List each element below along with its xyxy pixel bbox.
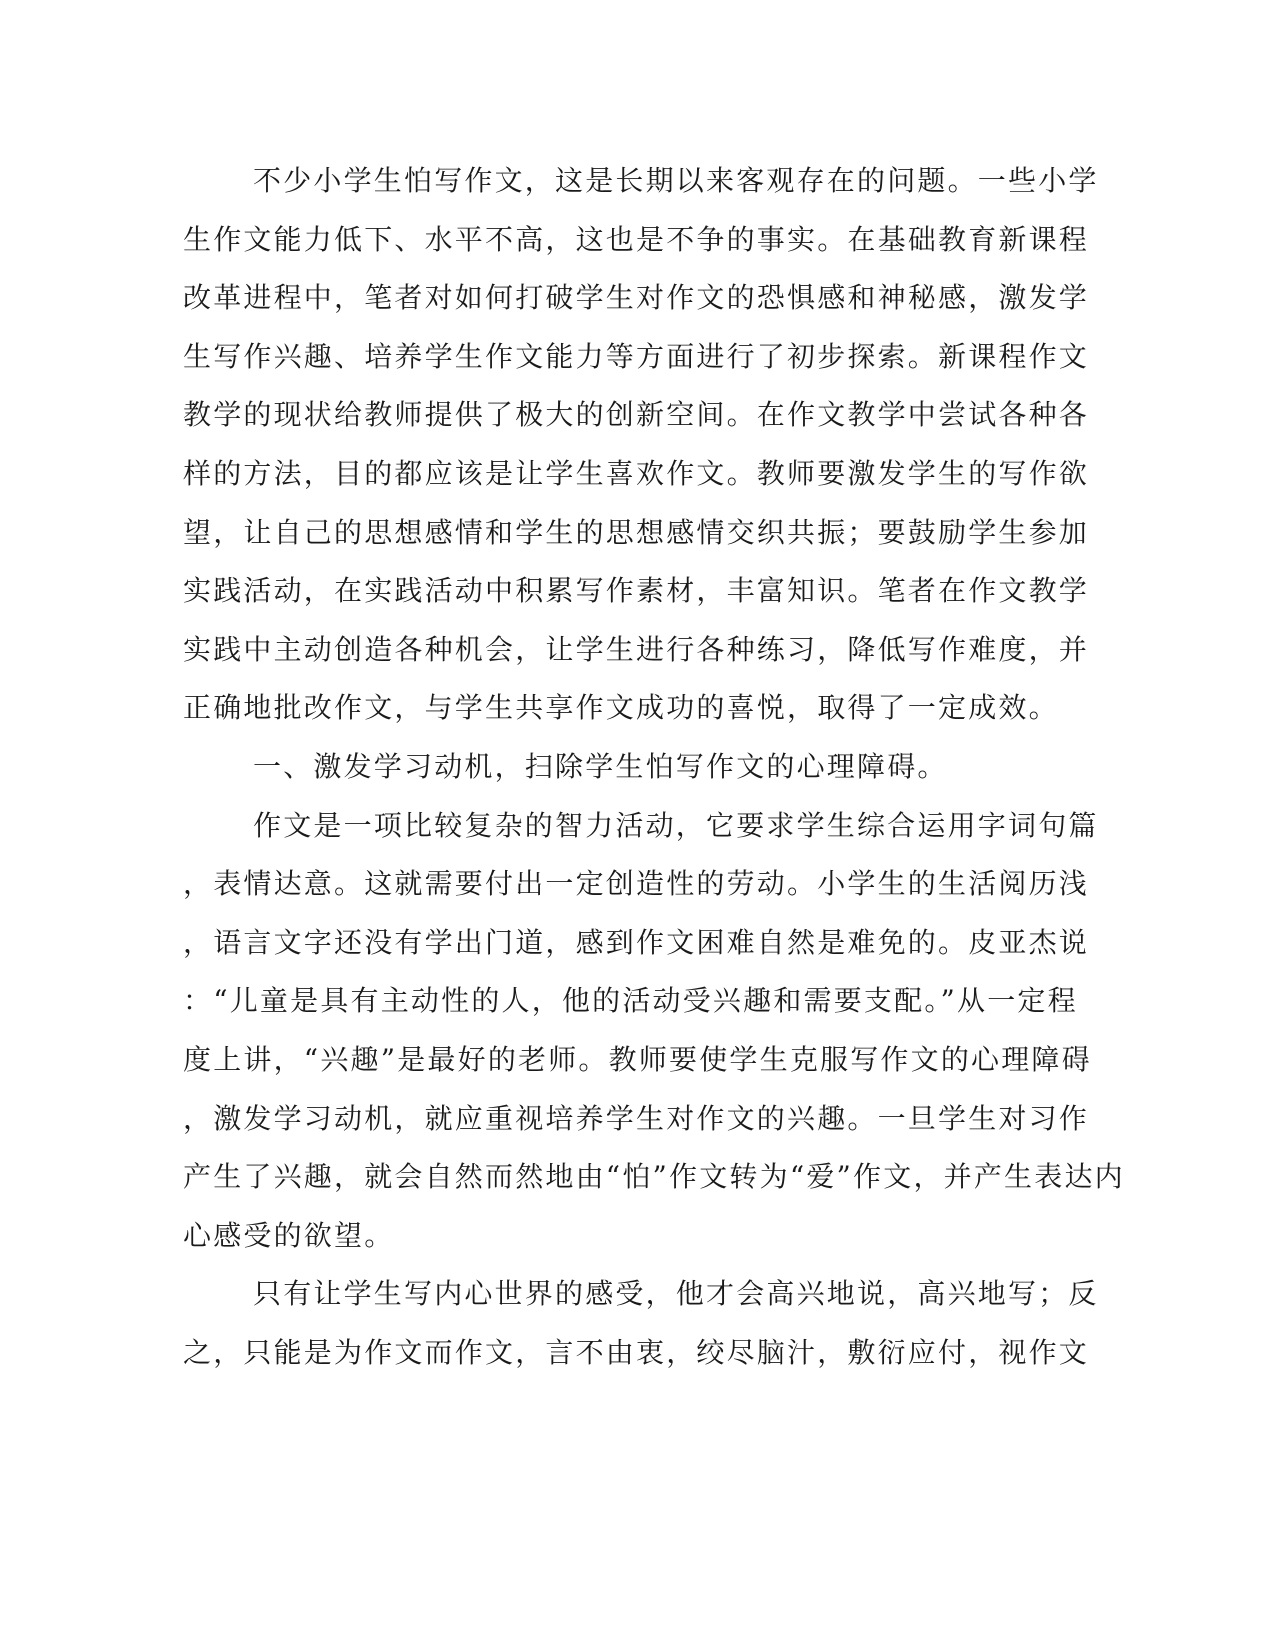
- text-line: 一、激发学习动机，扫除学生怕写作文的心理障碍。: [253, 749, 948, 783]
- text-line: ，表情达意。这就需要付出一定创造性的劳动。小学生的生活阅历浅: [183, 867, 1090, 901]
- text-line: 作文是一项比较复杂的智力活动，它要求学生综合运用字词句篇: [253, 808, 1099, 842]
- text-line: 生写作兴趣、培养学生作文能力等方面进行了初步探索。新课程作文: [183, 339, 1090, 373]
- text-line: ，语言文字还没有学出门道，感到作文困难自然是难免的。皮亚杰说: [183, 925, 1090, 959]
- text-line: 样的方法，目的都应该是让学生喜欢作文。教师要激发学生的写作欲: [183, 456, 1090, 490]
- text-line: 度上讲，“兴趣”是最好的老师。教师要使学生克服写作文的心理障碍: [183, 1042, 1092, 1076]
- text-line: 正确地批改作文，与学生共享作文成功的喜悦，取得了一定成效。: [183, 691, 1059, 725]
- text-line: 改革进程中，笔者对如何打破学生对作文的恐惧感和神秘感，激发学: [183, 281, 1090, 315]
- text-line: 不少小学生怕写作文，这是长期以来客观存在的问题。一些小学: [253, 164, 1099, 197]
- text-line: 产生了兴趣，就会自然而然地由“怕”作文转为“爱”作文，并产生表达内: [183, 1160, 1125, 1194]
- text-line: 教学的现状给教师提供了极大的创新空间。在作文教学中尝试各种各: [183, 398, 1090, 432]
- text-line: 实践活动，在实践活动中积累写作素材，丰富知识。笔者在作文教学: [183, 574, 1090, 608]
- text-line: 心感受的欲望。: [183, 1218, 395, 1252]
- text-line: 实践中主动创造各种机会，让学生进行各种练习，降低写作难度，并: [183, 632, 1090, 666]
- document-body: [183, 152, 1125, 1382]
- text-line: 生作文能力低下、水平不高，这也是不争的事实。在基础教育新课程: [183, 222, 1090, 256]
- text-line: 望，让自己的思想感情和学生的思想感情交织共振；要鼓励学生参加: [183, 515, 1090, 549]
- text-line: 只有让学生写内心世界的感受，他才会高兴地说，高兴地写；反: [253, 1277, 1099, 1311]
- text-line: 之，只能是为作文而作文，言不由衷，绞尽脑汁，敷衍应付，视作文: [183, 1335, 1090, 1369]
- text-line: ：“儿童是具有主动性的人，他的活动受兴趣和需要支配。”从一定程: [183, 984, 1078, 1018]
- text-line: ，激发学习动机，就应重视培养学生对作文的兴趣。一旦学生对习作: [183, 1101, 1090, 1135]
